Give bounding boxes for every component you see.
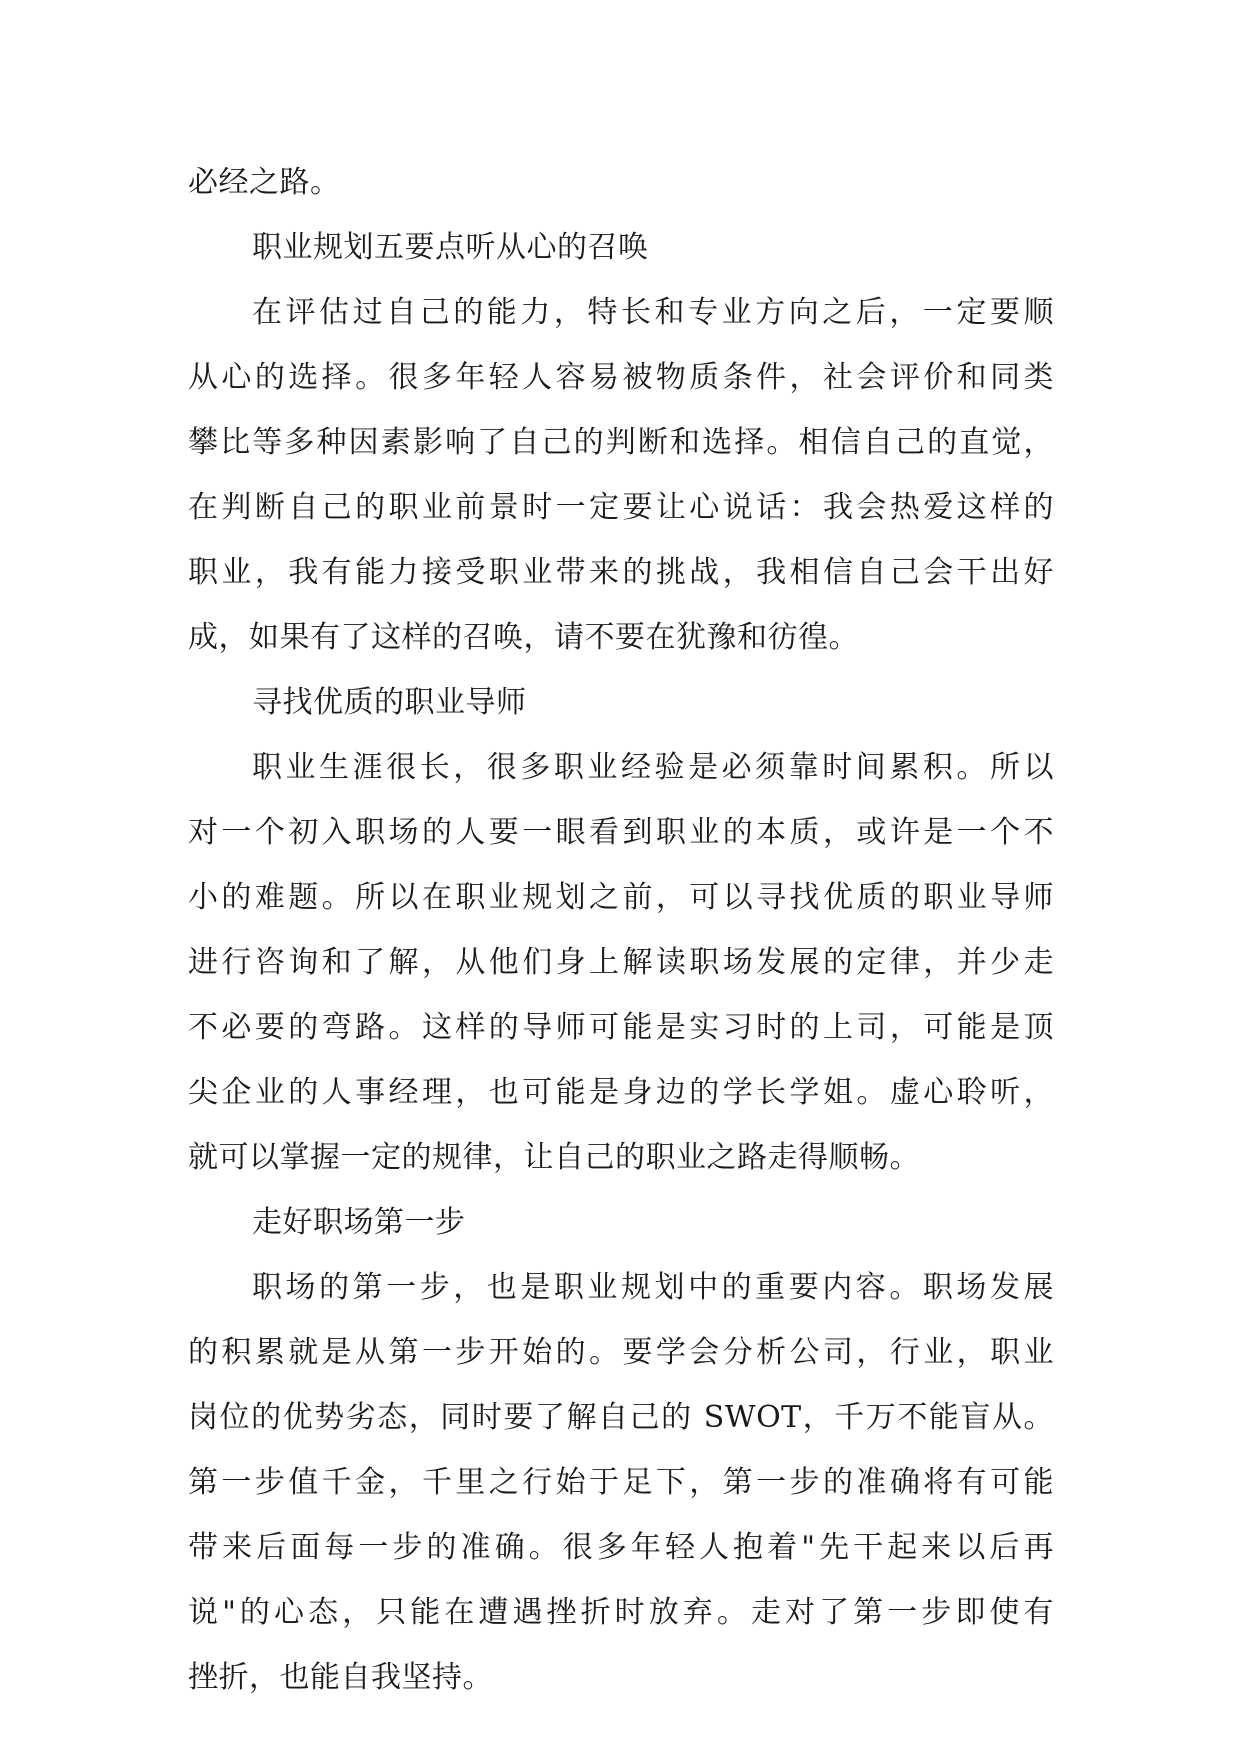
document-body	[188, 150, 1054, 1710]
paragraph-line: 挫折，也能自我坚持。	[188, 1660, 493, 1695]
paragraph-line: 职业生涯很长，很多职业经验是必须靠时间累积。所以	[252, 750, 1054, 785]
paragraph-line: 带来后面每一步的准确。很多年轻人抱着"先干起来以后再	[188, 1530, 1054, 1565]
paragraph-line: 成，如果有了这样的召唤，请不要在犹豫和彷徨。	[188, 620, 859, 655]
paragraph-line: 对一个初入职场的人要一眼看到职业的本质，或许是一个不	[188, 815, 1054, 850]
paragraph-line: 小的难题。所以在职业规划之前，可以寻找优质的职业导师	[188, 880, 1054, 915]
paragraph-line: 第一步值千金，千里之行始于足下，第一步的准确将有可能	[188, 1465, 1054, 1500]
paragraph-line: 不必要的弯路。这样的导师可能是实习时的上司，可能是顶	[188, 1010, 1054, 1045]
paragraph-line: 在评估过自己的能力，特长和专业方向之后，一定要顺	[252, 295, 1054, 330]
section-heading: 职业规划五要点听从心的召唤	[252, 230, 649, 265]
paragraph-line: 说"的心态，只能在遭遇挫折时放弃。走对了第一步即使有	[188, 1595, 1054, 1630]
paragraph-line: 必经之路。	[188, 165, 341, 200]
paragraph-line: 攀比等多种因素影响了自己的判断和选择。相信自己的直觉，	[188, 425, 1054, 460]
paragraph-line: 的积累就是从第一步开始的。要学会分析公司，行业，职业	[188, 1335, 1054, 1370]
paragraph-line: 从心的选择。很多年轻人容易被物质条件，社会评价和同类	[188, 360, 1054, 395]
paragraph-line: 职业，我有能力接受职业带来的挑战，我相信自己会干出好	[188, 555, 1054, 590]
paragraph-line: 尖企业的人事经理，也可能是身边的学长学姐。虚心聆听，	[188, 1075, 1054, 1110]
paragraph-line: 在判断自己的职业前景时一定要让心说话：我会热爱这样的	[188, 490, 1054, 525]
paragraph-line: 职场的第一步，也是职业规划中的重要内容。职场发展	[252, 1270, 1054, 1305]
section-heading: 寻找优质的职业导师	[252, 685, 527, 720]
paragraph-line: 进行咨询和了解，从他们身上解读职场发展的定律，并少走	[188, 945, 1054, 980]
paragraph-line: 就可以掌握一定的规律，让自己的职业之路走得顺畅。	[188, 1140, 920, 1175]
section-heading: 走好职场第一步	[252, 1205, 466, 1240]
paragraph-line: 岗位的优势劣态，同时要了解自己的 SWOT，千万不能盲从。	[188, 1400, 1054, 1435]
